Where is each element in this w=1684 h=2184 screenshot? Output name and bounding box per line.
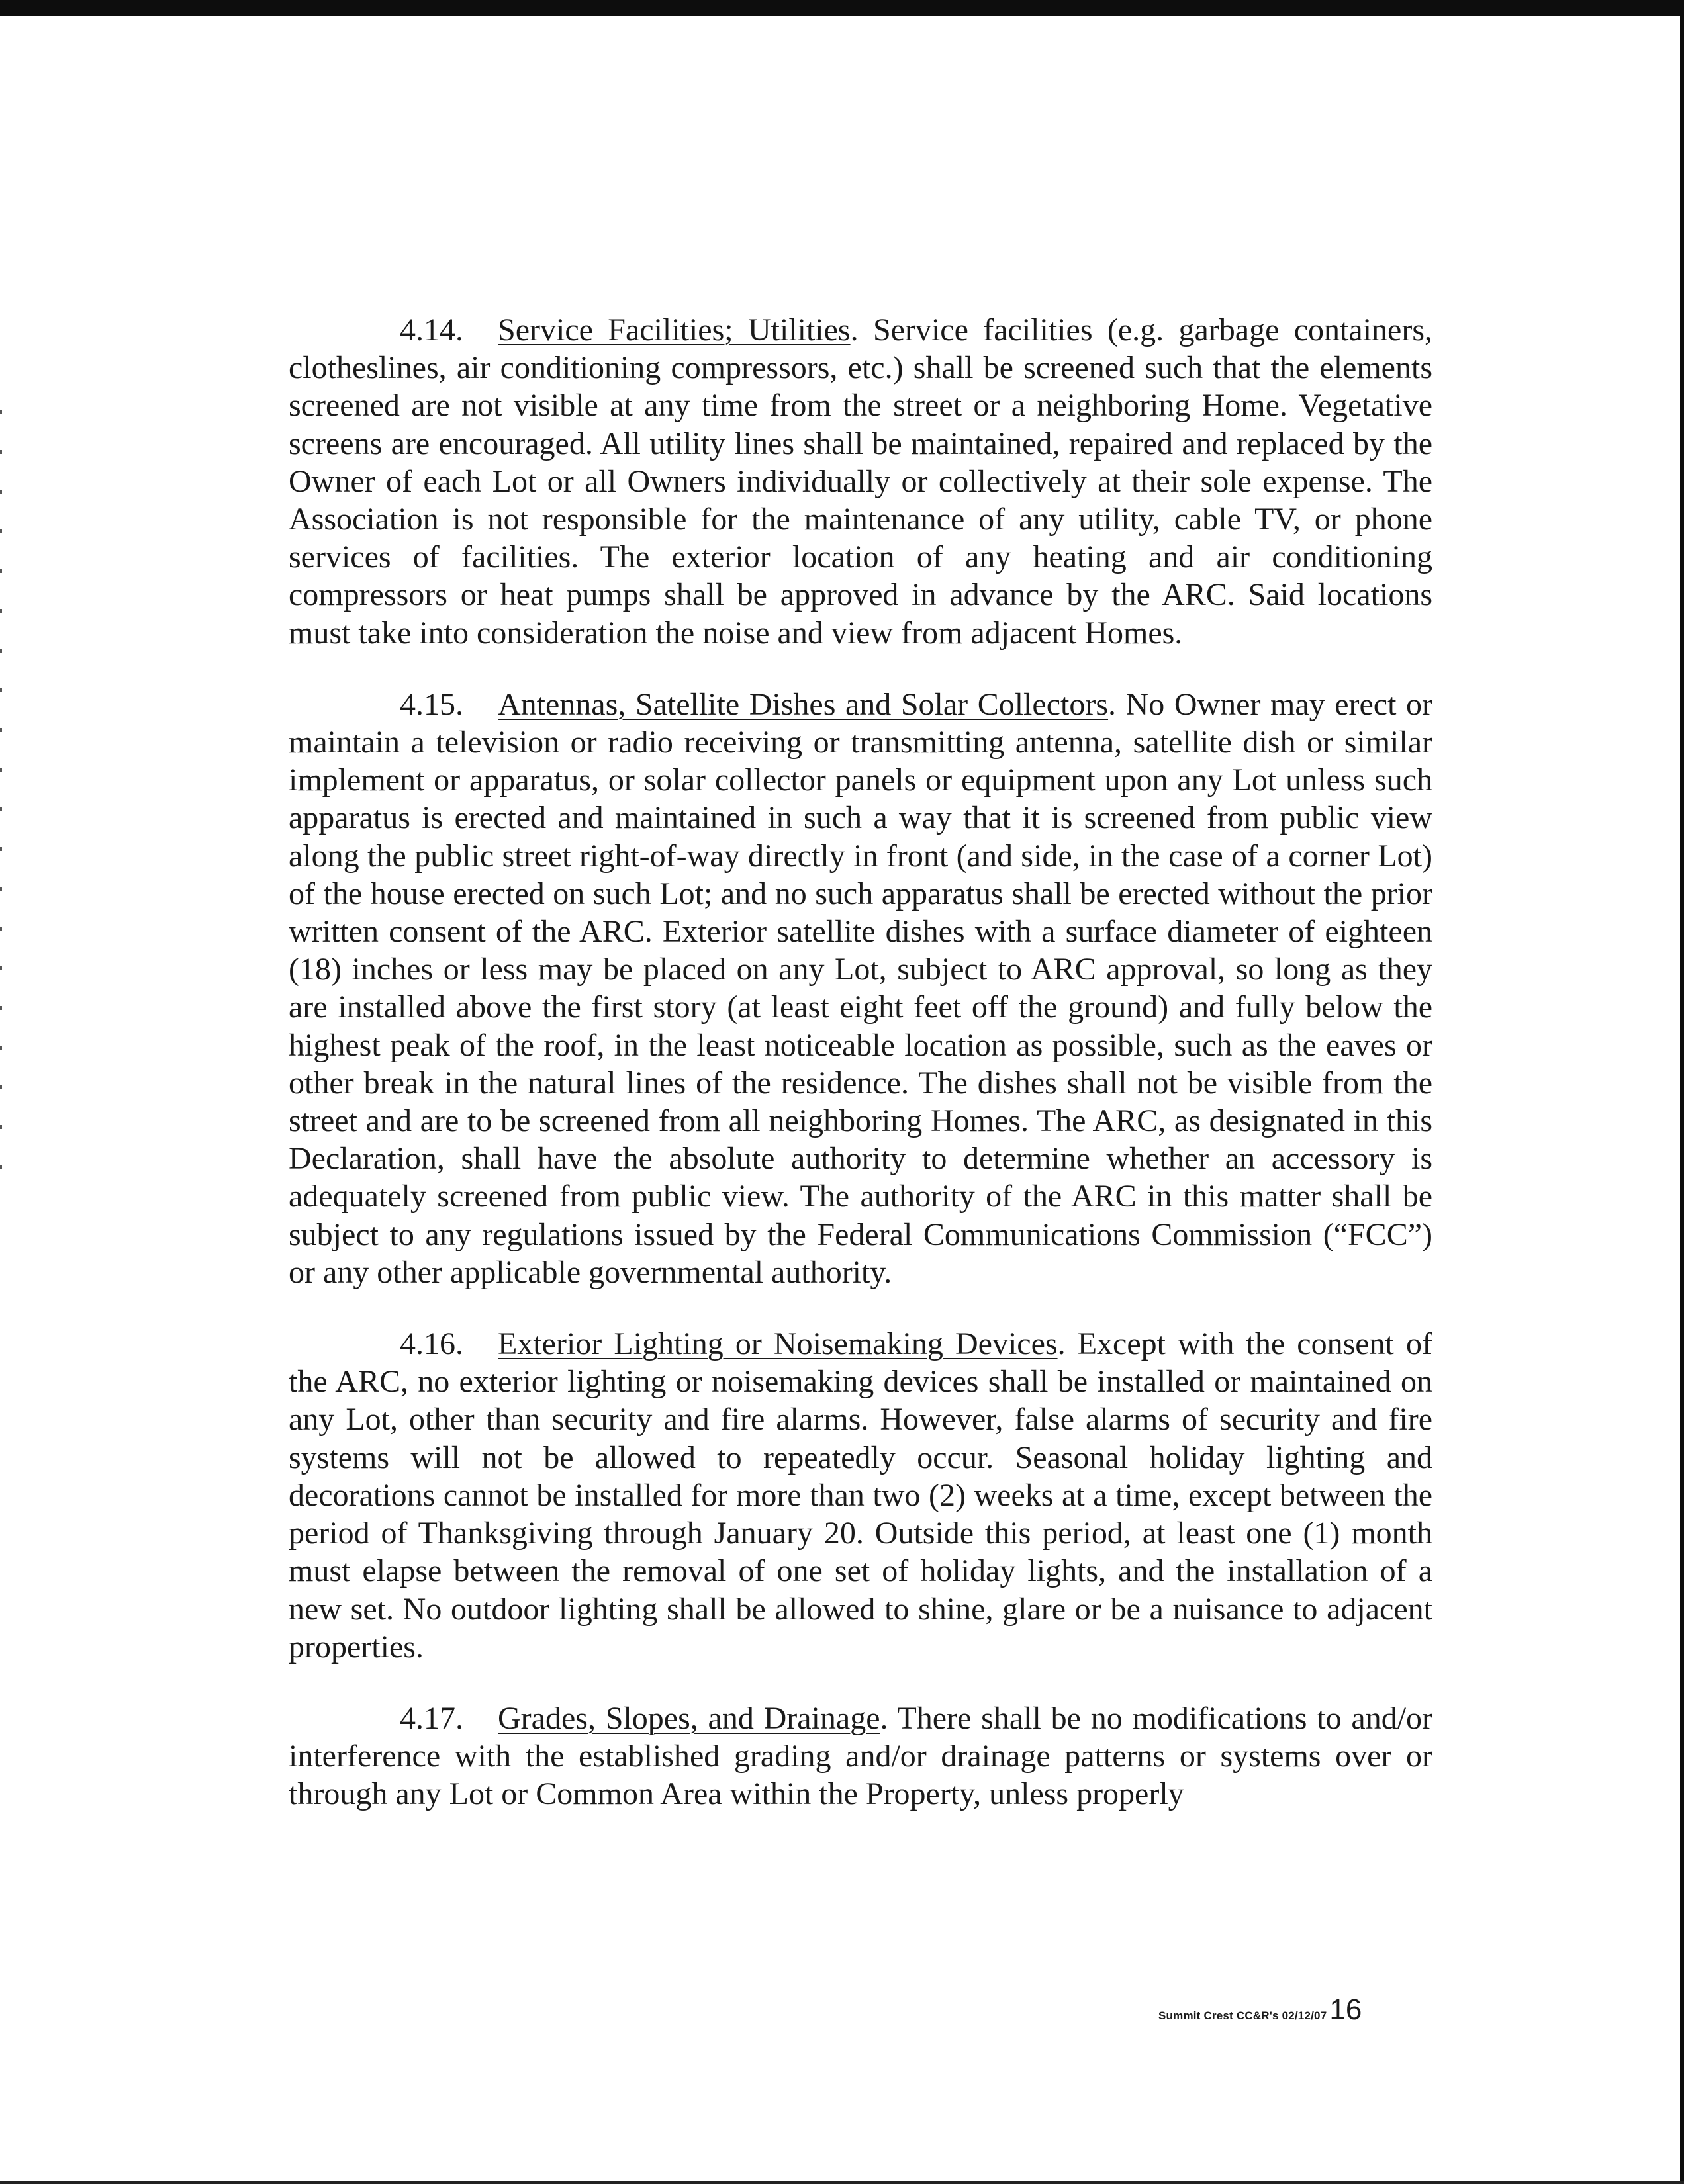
document-body — [289, 311, 1432, 1847]
section-number: 4.16. — [400, 1326, 463, 1362]
section-number: 4.15. — [400, 686, 463, 722]
page-footer — [1158, 1993, 1362, 2026]
scan-right-border — [1680, 0, 1684, 2184]
section-title: Antennas, Satellite Dishes and Solar Collectors — [498, 686, 1109, 722]
scan-left-edge-marks — [0, 410, 2, 1205]
section-title: Exterior Lighting or Noisemaking Devices — [498, 1326, 1058, 1362]
section-text: . There shall be no modifications to and/or interference with the established grading and/or drainage patterns or systems over or through any Lot or Common Area within the Property, unless properly — [289, 1700, 1433, 1812]
section-number: 4.14. — [400, 312, 463, 347]
section-title: Grades, Slopes, and Drainage — [498, 1700, 880, 1736]
section-text: . Service facilities (e.g. garbage containers, clotheslines, air conditioning compressors, etc.) shall be screened such that the elements screened are not visible at any time from the street or a neighboring Home. Vegetative screens are encouraged. All utility lines shall be maintained, repaired and replaced by the Owner of each Lot or all Owners individually or collectively at their sole expense. The Association is not responsible for the maintenance of any utility, cable TV, or phone services of facilities. The exterior location of any heating and air conditioning compressors or heat pumps shall be approved in advance by the ARC. Said locations must take into consideration the noise and view from adjacent Homes. — [289, 312, 1432, 651]
scan-top-border — [0, 0, 1684, 16]
footer-doc-label: Summit Crest CC&R's 02/12/07 — [1158, 2009, 1327, 2022]
section-4-16 — [289, 1325, 1432, 1666]
section-text: . No Owner may erect or maintain a television or radio receiving or transmitting antenna, satellite dish or similar implement or apparatus, or solar collector panels or equipment upon any Lot unless such apparatus is erected and maintained in such a way that it is screened from public view along the public street right-of-way directly in front (and side, in the case of a corner Lot) of the house erected on such Lot; and no such apparatus shall be erected without the prior written consent of the ARC. Exterior satellite dishes with a surface diameter of eighteen (18) inches or less may be placed on any Lot, subject to ARC approval, so long as they are installed above the first story (at least eight feet off the ground) and fully below the highest peak of the roof, in the least noticeable location as possible, such as the eaves or other break in the natural lines of the residence. The dishes shall not be visible from the street and are to be screened from all neighboring Homes. The ARC, as designated in this Declaration, shall have the absolute authority to determine whether an accessory is adequately screened from public view. The authority of the ARC in this matter shall be subject to any regulations issued by the Federal Communications Commission (“FCC”) or any other applicable governmental authority. — [289, 686, 1433, 1290]
section-number: 4.17. — [400, 1700, 463, 1736]
section-title: Service Facilities; Utilities — [498, 312, 851, 347]
section-4-15 — [289, 686, 1432, 1291]
page-number: 16 — [1329, 1993, 1362, 2026]
section-4-14 — [289, 311, 1432, 652]
section-4-17 — [289, 1700, 1432, 1813]
scan-bottom-border — [0, 2181, 1684, 2184]
section-text: . Except with the consent of the ARC, no exterior lighting or noisemaking devices shall be installed or maintained on any Lot, other than security and fire alarms. However, false alarms of security and fire systems will not be allowed to repeatedly occur. Seasonal holiday lighting and decorations cannot be installed for more than two (2) weeks at a time, except between the period of Thanksgiving through January 20. Outside this period, at least one (1) month must elapse between the removal of one set of holiday lights, and the installation of a new set. No outdoor lighting shall be allowed to shine, glare or be a nuisance to adjacent properties. — [289, 1326, 1432, 1664]
